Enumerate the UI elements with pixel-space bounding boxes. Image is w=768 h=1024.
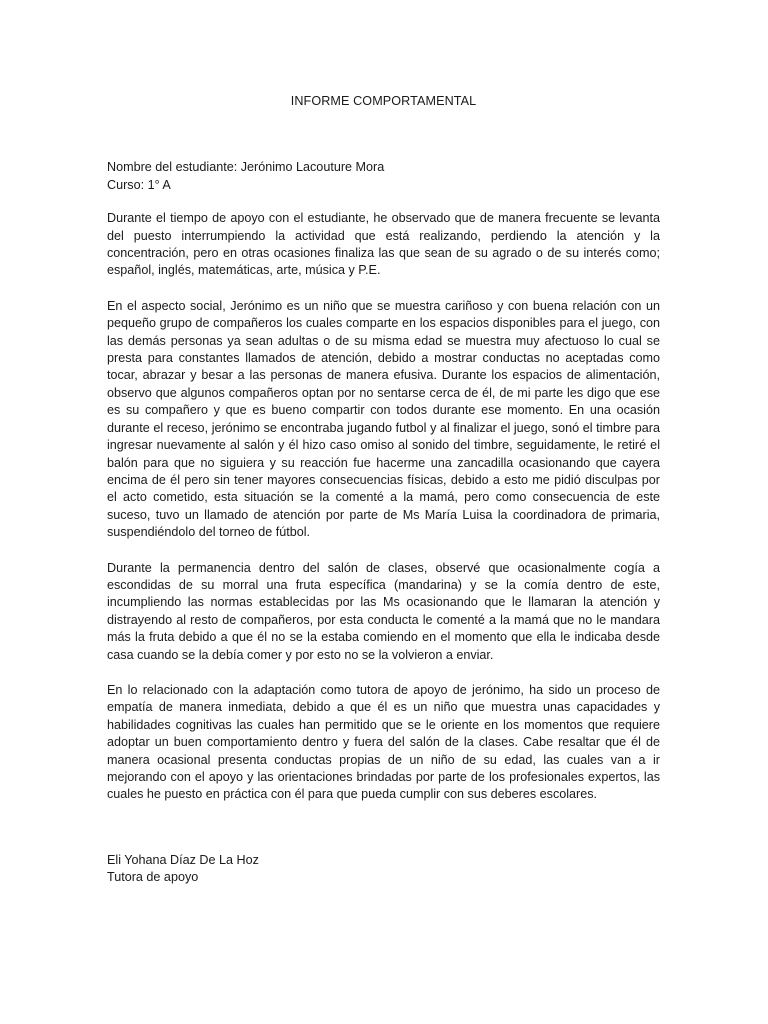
report-title: INFORME COMPORTAMENTAL [290,94,477,108]
student-info [107,159,660,194]
signature-block [107,852,660,887]
paragraph-attention: Durante el tiempo de apoyo con el estudiante, he observado que de manera frecuente se levanta del puesto interrumpiendo la actividad que está realizando, perdiendo la atención y la concentración, pero en otras ocasiones finaliza las que sean de su agrado o de su interés como; español, inglés, matemáticas, arte, música y P.E. [107,211,660,278]
course-line: Curso: 1° A [107,177,171,192]
signature-name: Eli Yohana Díaz De La Hoz [107,852,259,867]
report-page [107,93,660,887]
student-name-line: Nombre del estudiante: Jerónimo Lacouture Mora [107,160,385,175]
paragraph-adaptation: En lo relacionado con la adaptación como tutora de apoyo de jerónimo, ha sido un proceso de empatía de manera inmediata, debido a que él es un niño que muestra unas capacidades y habilidades cognitivas las cuales han permitido que se le oriente en los momentos que requiere adoptar un buen comportamiento dentro y fuera del salón de la clases. Cabe resaltar que él de manera ocasional presenta conductas propias de un niño de su edad, las cuales van a ir mejorando con el apoyo y las orientaciones brindadas por parte de los profesionales expertos, las cuales he puesto en práctica con él para que pueda cumplir con sus deberes escolares. [107,682,660,802]
paragraph-social: En el aspecto social, Jerónimo es un niño que se muestra cariñoso y con buena relación con un pequeño grupo de compañeros los cuales comparte en los espacios disponibles para el juego, con las demás personas ya sean adultas o de su misma edad se muestra muy afectuoso lo cual se presta para constantes llamados de atención, debido a mostrar conductas no aceptadas como tocar, abrazar y besar a las personas de manera efusiva. Durante los espacios de alimentación, observo que algunos compañeros optan por no sentarse cerca de él, de mi parte les digo que ese es su compañero y que es bueno compartir con todos durante ese momento. En una ocasión durante el receso, jerónimo se encontraba jugando futbol y al finalizar el juego, sonó el timbre para ingresar nuevamente al salón y él hizo caso omiso al sonido del timbre, seguidamente, le retiré el balón para que no siguiera y su reacción fue hacerme una zancadilla ocasionando que cayera encima de él pero sin tener mayores consecuencias físicas, debido a esto me pidió disculpas por el acto cometido, esta situación se la comenté a la mamá, pero como consecuencia de este suceso, tuvo un llamado de atención por parte de Ms María Luisa la coordinadora de primaria, suspendiéndolo del torneo de fútbol. [107,298,660,540]
paragraph-classroom: Durante la permanencia dentro del salón de clases, observé que ocasionalmente cogía a escondidas de su morral una fruta específica (mandarina) y se la comía dentro de este, incumpliendo las normas establecidas por las Ms ocasionando que le llamaran la atención y distrayendo al resto de compañeros, por esta conducta le comenté a la mamá que no le mandara más la fruta debido a que él no se la estaba comiendo en el momento que ella le indicaba desde casa cuando se la debía comer y por esto no se la volvieron a enviar. [107,560,660,662]
signature-role: Tutora de apoyo [107,870,199,885]
